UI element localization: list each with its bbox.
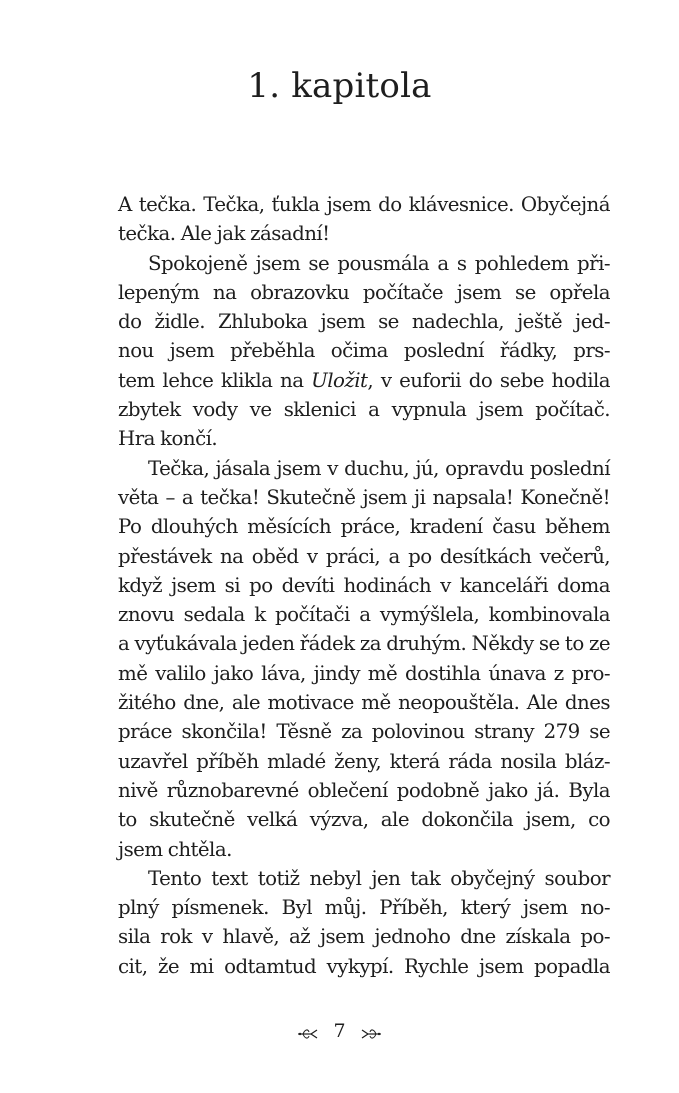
fleuron-icon [297,1024,319,1038]
text-line: a vyťukávala jeden řádek za druhým. Někdy se to ze [118,632,610,656]
text-line: přestávek na oběd v práci, a po desítkách večerů, [118,544,610,568]
text-line: zbytek vody ve sklenici a vypnula jsem počítač. [118,398,610,422]
text-line: žitého dne, ale motivace mě neopouštěla. Ale dnes [118,691,610,715]
text-line: nou jsem přeběhla očima poslední řádky, prs- [118,339,610,363]
text-line: jsem chtěla. [118,837,232,861]
text-line: Hra končí. [118,427,218,451]
chapter-title: 1. kapitola [247,66,432,106]
text-line-with-emphasis [118,366,610,395]
chapter-body [118,190,610,981]
text-fragment: tem lehce klikla na [118,368,312,392]
text-line: cit, že mi odtamtud vykypí. Rychle jsem popadla [118,954,610,978]
text-line: nivě různobarevné oblečení podobně jako já. Byla [118,778,610,802]
text-line: když jsem si po devíti hodinách v kanceláři doma [118,573,610,597]
text-line: věta – a tečka! Skutečně jsem ji napsala! Konečně! [118,485,610,509]
text-line: plný písmenek. Byl můj. Příběh, který jsem no- [118,896,610,920]
fleuron-icon [360,1024,382,1038]
text-line: Tento text totiž nebyl jen tak obyčejný soubor [148,866,610,890]
text-line: lepeným na obrazovku počítače jsem se opřela [118,280,610,304]
text-line: sila rok v hlavě, až jsem jednoho dne získala po- [118,925,610,949]
text-line: Tečka, jásala jsem v duchu, jú, opravdu poslední [148,456,610,480]
text-line: Spokojeně jsem se pousmála a s pohledem při- [148,251,610,275]
text-line: uzavřel příběh mladé ženy, která ráda nosila bláz- [118,749,610,773]
text-fragment: , v euforii do sebe hodila [367,368,610,392]
text-line: znovu sedala k počítači a vymýšlela, kombinovala [118,603,610,627]
page-number: 7 [333,1020,346,1042]
page-footer [0,1019,679,1042]
text-line: práce skončila! Těsně za polovinou strany 279 se [118,720,610,744]
emphasized-word: Uložit [311,368,368,392]
text-line: Po dlouhých měsících práce, kradení času během [118,515,610,539]
text-line: do židle. Zhluboka jsem se nadechla, ještě jed- [118,310,610,334]
text-line: to skutečně velká výzva, ale dokončila jsem, co [118,808,610,832]
text-line: mě valilo jako láva, jindy mě dostihla únava z pro- [118,661,610,685]
text-line: tečka. Ale jak zásadní! [118,222,330,246]
text-line: A tečka. Tečka, ťukla jsem do klávesnice. Obyčejná [118,193,610,216]
